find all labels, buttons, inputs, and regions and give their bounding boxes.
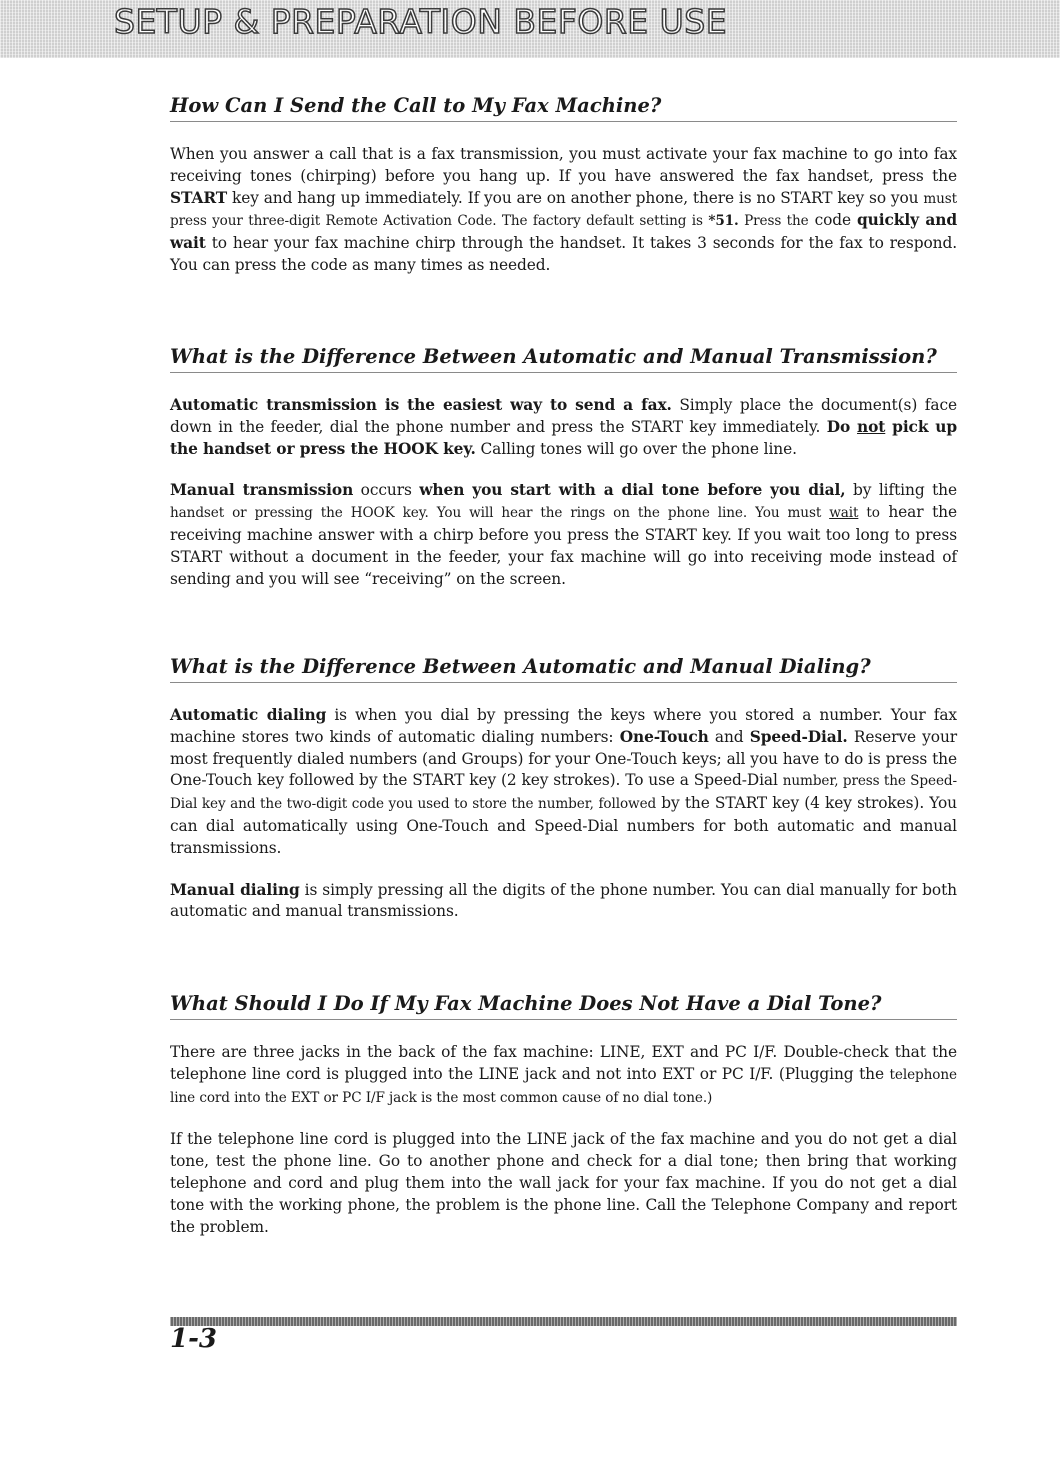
section-no-dial-tone — [170, 992, 957, 1238]
section-heading: What is the Difference Between Automatic and Manual Dialing? — [170, 655, 957, 683]
small-text: must press your three-digit Remote Activation Code. The factory default setting is — [170, 190, 957, 230]
section-banner — [0, 0, 1060, 58]
text-run: occurs — [353, 481, 420, 500]
section-automatic-vs-manual-dialing — [170, 655, 957, 923]
remote-code: *51. — [708, 213, 739, 230]
text-run: by lifting the — [845, 481, 957, 500]
banner-title: SETUP & PREPARATION BEFORE USE — [114, 2, 728, 41]
text-run: code — [808, 211, 857, 230]
underlined-bold-text: not — [857, 417, 886, 436]
text-run: When you answer a call that is a fax transmission, you must activate your fax machine to go into fax receiving tones (chirping) before you hang up. If you have answered the fax handset, press the — [170, 145, 957, 185]
small-text: to — [858, 505, 880, 522]
bold-text: quickly and wait — [170, 211, 957, 253]
bold-text: Manual dialing — [170, 880, 300, 899]
bold-text: Do — [826, 417, 858, 436]
bold-text: pick up the handset or press the HOOK key. — [170, 417, 958, 458]
text-run: is when you dial by pressing the keys where you stored a number. Your fax machine stores two kinds of automatic dialing numbers: — [170, 706, 957, 746]
text-run: and — [708, 727, 750, 746]
text-run: to hear your fax machine chirp through the handset. It takes 3 seconds for the fax to respond. You can press the code as many times as needed. — [170, 234, 957, 274]
small-text: Press the — [738, 213, 809, 230]
text-run: There are three jacks in the back of the fax machine: LINE, EXT and PC I/F. Double-check that the telephone line cord is plugged into the LINE jack and not into EXT or PC I/F. (Plugging the — [170, 1043, 957, 1083]
bold-text: START — [170, 188, 228, 207]
body-paragraph — [170, 395, 957, 460]
text-run: Calling tones will go over the phone line. — [475, 439, 797, 458]
bold-text: Automatic transmission is the easiest way to send a fax. — [170, 396, 672, 414]
footer-rule — [170, 1317, 957, 1326]
text-run: Reserve your most frequently dialed numbers (and Groups) for your One-Touch keys; all you have to do is press the One-Touch key followed by the START key (2 key strokes). To use a Speed-Dial — [170, 727, 958, 790]
bold-text: Automatic dialing — [170, 706, 327, 724]
bold-text: when you start with a dial tone before you dial, — [419, 481, 846, 500]
section-send-call-to-fax — [170, 94, 957, 277]
small-text: number, press the Speed-Dial key and the two-digit code you used to store the number, followed — [170, 773, 957, 813]
underlined-text: wait — [829, 505, 859, 522]
small-text: handset or pressing the HOOK key. You will hear the rings on the phone line. You must — [170, 505, 830, 522]
body-paragraph — [170, 1042, 957, 1109]
section-heading: How Can I Send the Call to My Fax Machine? — [170, 94, 957, 122]
text-run: key and hang up immediately. If you are on another phone, there is no START key so you — [227, 188, 924, 207]
small-text: telephone line cord into the EXT or PC I/F jack is the most common cause of no dial tone.) — [170, 1066, 957, 1106]
section-automatic-vs-manual-transmission — [170, 345, 957, 590]
body-paragraph — [170, 144, 957, 277]
page-number: 1-3 — [170, 1324, 217, 1354]
text-run: Simply place the document(s) face down in the feeder, dial the phone number and press the START key immediately. — [170, 396, 957, 436]
bold-text: Manual transmission — [170, 481, 354, 500]
section-heading: What Should I Do If My Fax Machine Does Not Have a Dial Tone? — [170, 992, 957, 1020]
text-run: If the telephone line cord is plugged into the LINE jack of the fax machine and you do not get a dial tone, test the phone line. Go to another phone and check for a dial tone; then bring that working telephone and cord and plug them into the wall jack for your fax machine. If you do not get a dial tone with the working phone, the problem is the phone line. Call the Telephone Company and report the problem. — [170, 1130, 957, 1236]
bold-text: One-Touch — [619, 727, 709, 746]
body-paragraph — [170, 1129, 957, 1238]
body-paragraph — [170, 880, 957, 924]
bold-text: Speed-Dial. — [749, 727, 848, 746]
body-paragraph — [170, 480, 957, 590]
text-run: hear the receiving machine answer with a chirp before you press the START key. If you wait too long to press START without a document in the feeder, your fax machine will go into receiving mode instead of sending and you will see “receiving” on the screen. — [170, 503, 957, 588]
body-paragraph — [170, 705, 957, 860]
section-heading: What is the Difference Between Automatic and Manual Transmission? — [170, 345, 957, 373]
text-run: by the START key (4 key strokes). You can dial automatically using One-Touch and Speed-Dial numbers for both automatic and manual transmissions. — [170, 794, 957, 857]
text-run: is simply pressing all the digits of the phone number. You can dial manually for both automatic and manual transmissions. — [170, 880, 957, 921]
